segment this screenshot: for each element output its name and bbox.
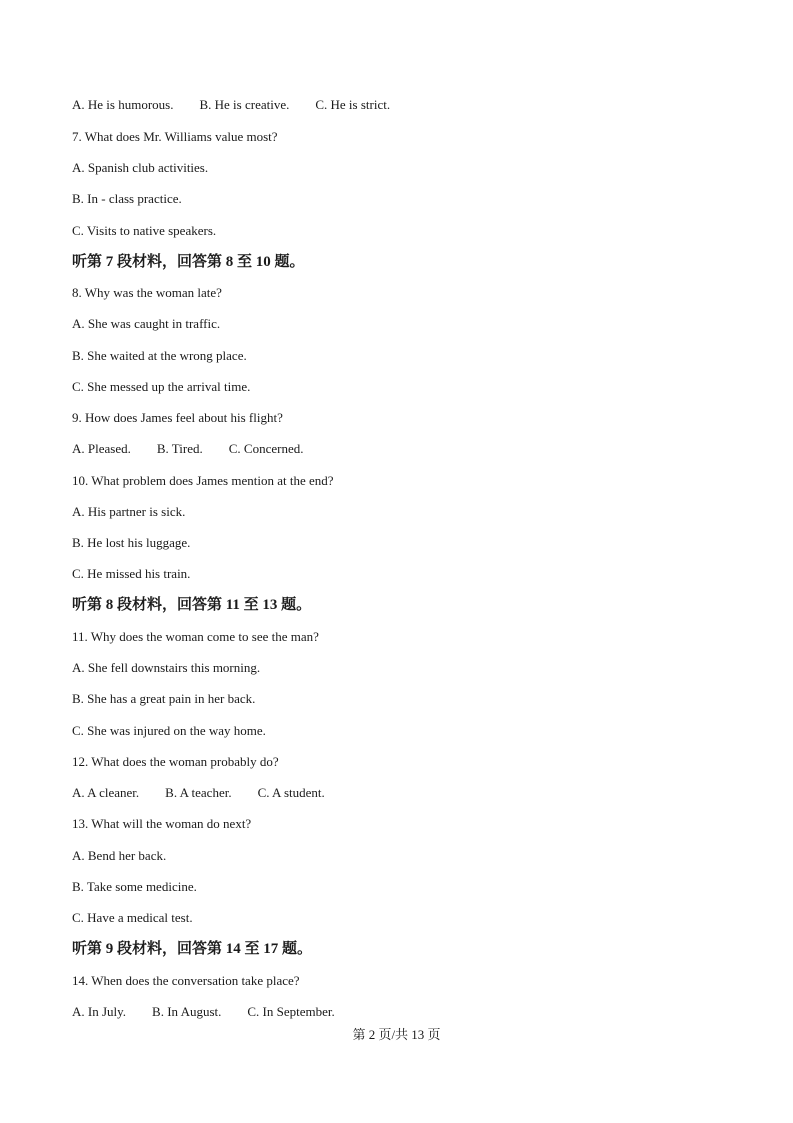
q7-option-b: B. In - class practice. <box>72 191 182 206</box>
question-8: 8. Why was the woman late? <box>72 285 222 300</box>
q13-option-b: B. Take some medicine. <box>72 879 197 894</box>
q13-option-a: A. Bend her back. <box>72 848 167 863</box>
q8-option-c: C. She messed up the arrival time. <box>72 379 251 394</box>
q10-option-a: A. His partner is sick. <box>72 504 186 519</box>
q8-option-b: B. She waited at the wrong place. <box>72 348 247 363</box>
q6-options: A. He is humorous. B. He is creative. C. He is strict. <box>72 97 391 112</box>
section-heading-7: 听第 7 段材料，回答第 8 至 10 题。 <box>72 254 305 270</box>
question-14: 14. When does the conversation take place? <box>72 973 300 988</box>
q11-option-b: B. She has a great pain in her back. <box>72 691 256 706</box>
question-13: 13. What will the woman do next? <box>72 816 252 831</box>
question-9: 9. How does James feel about his flight? <box>72 410 283 425</box>
section-heading-8: 听第 8 段材料，回答第 11 至 13 题。 <box>72 597 312 613</box>
q8-option-a: A. She was caught in traffic. <box>72 316 221 331</box>
question-12: 12. What does the woman probably do? <box>72 754 279 769</box>
q12-options: A. A cleaner. B. A teacher. C. A student. <box>72 785 325 800</box>
question-11: 11. Why does the woman come to see the man? <box>72 629 319 644</box>
q10-option-b: B. He lost his luggage. <box>72 535 191 550</box>
q11-option-c: C. She was injured on the way home. <box>72 723 266 738</box>
page-number-footer: 第 2 页/共 13 页 <box>352 1027 441 1042</box>
question-10: 10. What problem does James mention at the end? <box>72 473 334 488</box>
q9-options: A. Pleased. B. Tired. C. Concerned. <box>72 441 304 456</box>
section-heading-9: 听第 9 段材料，回答第 14 至 17 题。 <box>72 941 313 957</box>
q10-option-c: C. He missed his train. <box>72 566 191 581</box>
question-7: 7. What does Mr. Williams value most? <box>72 129 278 144</box>
q13-option-c: C. Have a medical test. <box>72 910 193 925</box>
q7-option-a: A. Spanish club activities. <box>72 160 209 175</box>
q14-options: A. In July. B. In August. C. In September. <box>72 1004 335 1019</box>
q11-option-a: A. She fell downstairs this morning. <box>72 660 261 675</box>
q7-option-c: C. Visits to native speakers. <box>72 223 217 238</box>
